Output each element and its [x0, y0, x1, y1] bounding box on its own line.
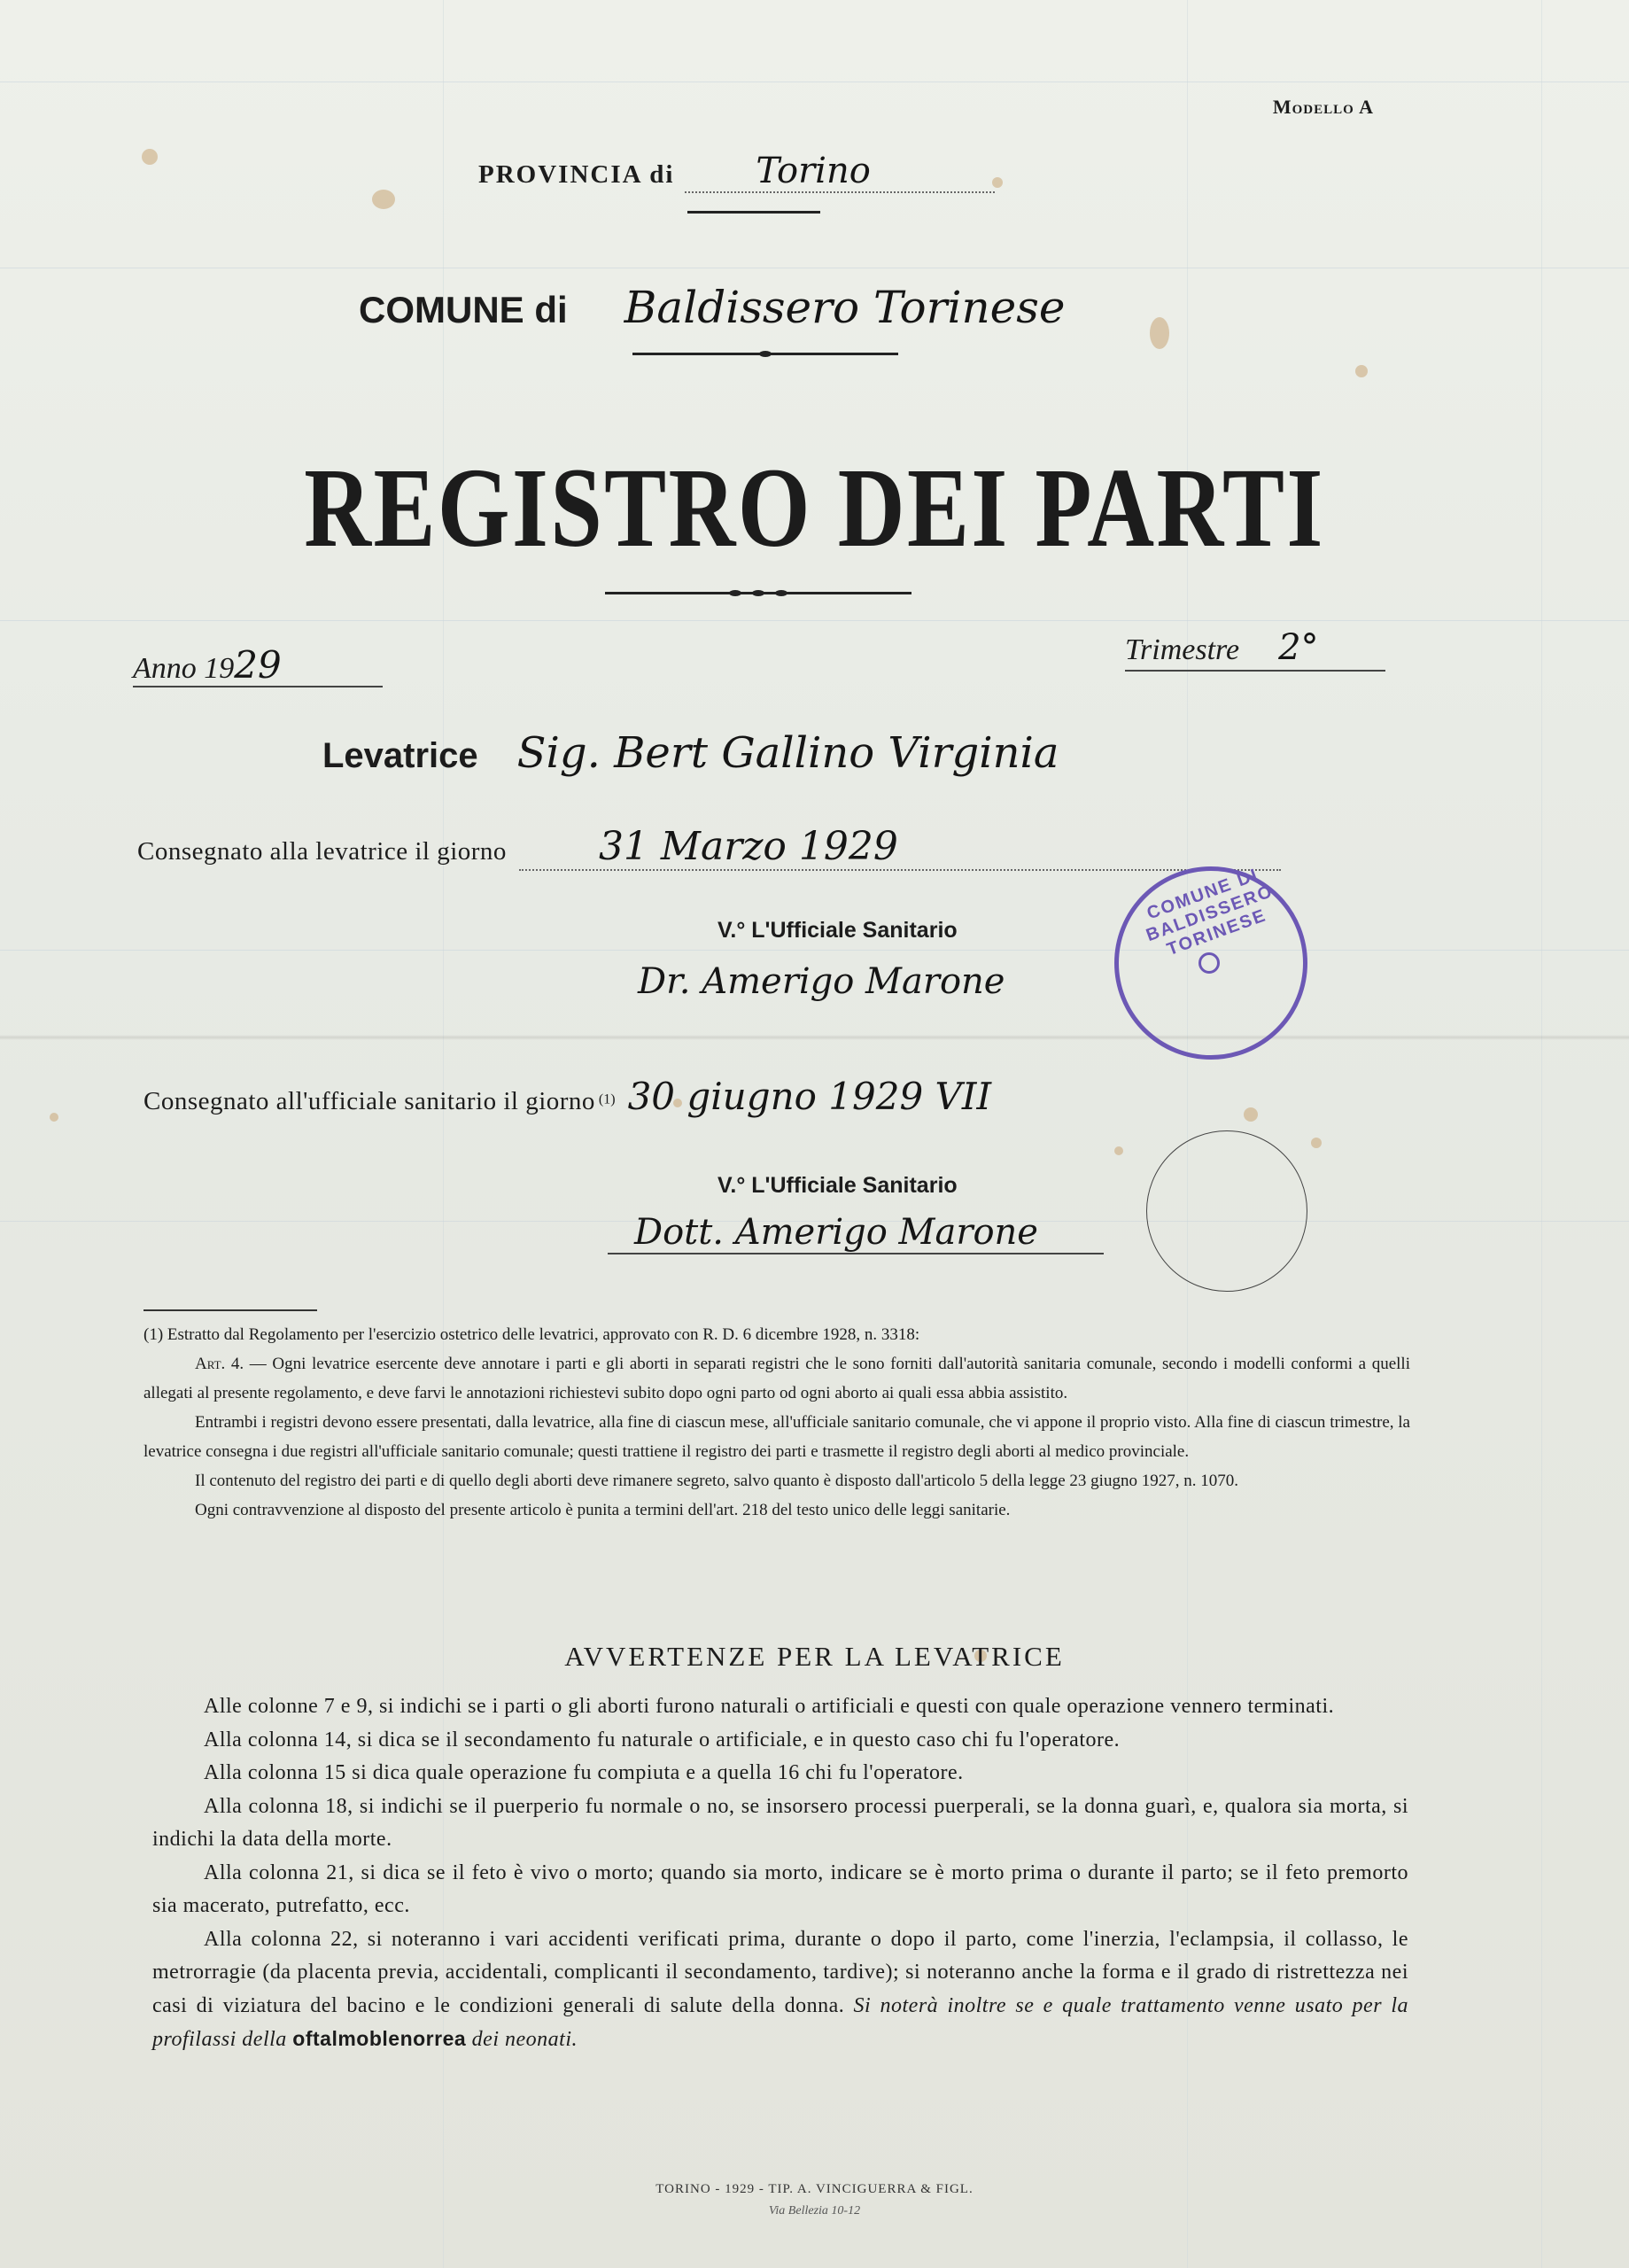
- footnote-rule: [144, 1309, 317, 1311]
- foxing-spot: [1114, 1146, 1123, 1155]
- foxing-spot: [1244, 1107, 1258, 1122]
- avvertenze-p4: Alla colonna 18, si indichi se il puerperio fu normale o no, se insorsero processi puerperali, se la donna guarì, e, qualora sia morta, si indichi la data della morte.: [152, 1794, 1408, 1851]
- grid-line: [1541, 0, 1542, 2268]
- provincia-line: [478, 151, 995, 193]
- avvertenze-p3: Alla colonna 15 si dica quale operazione fu compiuta e a quella 16 chi fu l'operatore.: [204, 1761, 964, 1784]
- consegna-ufficiale-value: 30 giugno 1929 VII: [627, 1075, 992, 1118]
- avvertenze-p6c: oftalmoblenorrea: [292, 2027, 467, 2050]
- consegna-ufficiale-line: [144, 1075, 991, 1118]
- printer-address: Via Bellezia 10-12: [768, 2204, 861, 2218]
- avvertenze-p6: [152, 1923, 1408, 2057]
- signature: Dr. Amerigo Marone: [638, 961, 1005, 1002]
- consegna-levatrice-label: Consegnato alla levatrice il giorno: [137, 837, 507, 866]
- paper-fold: [0, 1035, 1629, 1040]
- footnote-p3: Entrambi i registri devono essere presentati, dalla levatrice, alla fine di ciascun mese, all'ufficiale sanitario comunale, che vi appone il proprio visto. Alla fine di ciascun trimestre, la levatrice consegna i due registri all'ufficiale sanitario comunale; questi trattiene il registro dei parti e trasmette il registro degli aborti al medico provinciale.: [144, 1413, 1410, 1461]
- ornament-divider: [605, 590, 911, 595]
- avvertenze-p2: Alla colonna 14, si dica se il secondamento fu naturale o artificiale, e in questo caso chi fu l'operatore.: [204, 1728, 1121, 1751]
- stamp-text: COMUNE DI BALDISSERO TORINESE: [1144, 865, 1276, 960]
- footnote-p2: [144, 1349, 1410, 1408]
- consegna-levatrice-line: [137, 824, 1281, 871]
- avvertenze-p6b: Si noterà inoltre se e quale trattamento venne usato per la profilassi della: [152, 1993, 1408, 2051]
- avvertenze-p5: Alla colonna 21, si dica se il feto è vivo o morto; quando sia morto, indicare se è morto prima o durante il parto; se il feto premorto sia macerato, putrefatto, ecc.: [152, 1860, 1408, 1917]
- document-title: REGISTRO DEI PARTI: [304, 445, 1325, 571]
- printer-line: TORINO - 1929 - TIP. A. VINCIGUERRA & FIGL.: [655, 2182, 974, 2196]
- footnote-p5: Ogni contravvenzione al disposto del presente articolo è punita a termini dell'art. 218 del testo unico delle leggi sanitarie.: [195, 1501, 1011, 1519]
- stamp-center-mark: [1198, 952, 1220, 974]
- foxing-spot: [1311, 1138, 1322, 1148]
- visto-label: V.° L'Ufficiale Sanitario: [718, 918, 958, 943]
- municipal-stamp: [1114, 866, 1307, 1060]
- ornament-divider: [687, 209, 820, 214]
- levatrice-line: [322, 728, 1059, 778]
- article-lead: Art. 4.: [195, 1355, 244, 1373]
- footnotes: [144, 1320, 1410, 1525]
- levatrice-label: Levatrice: [322, 736, 478, 775]
- consegna-levatrice-value: 31 Marzo 1929: [519, 824, 1281, 871]
- avvertenze-title: AVVERTENZE PER LA LEVATRICE: [564, 1641, 1065, 1672]
- comune-value: Baldissero Torinese: [624, 282, 1066, 333]
- model-label: Modello A: [1272, 96, 1374, 118]
- levatrice-value: Sig. Bert Gallino Virginia: [516, 728, 1059, 778]
- grid-line: [0, 950, 1629, 951]
- foxing-spot: [1355, 365, 1368, 377]
- comune-label: COMUNE di: [359, 289, 568, 330]
- seal-circle-empty: [1146, 1130, 1307, 1292]
- grid-line: [0, 620, 1629, 621]
- avvertenze-body: [152, 1690, 1408, 2057]
- foxing-spot: [1150, 317, 1169, 349]
- comune-line: [359, 282, 1066, 333]
- trimestre-label: Trimestre: [1125, 633, 1240, 666]
- footnote-ref: (1): [598, 1091, 616, 1107]
- footnote-p2-text: — Ogni levatrice esercente deve annotare i parti e gli aborti in separati registri che le sono forniti dall'autorità sanitaria comunale, secondo i modelli conformi a quelli allegati al presente regolamento, e deve farvi le annotazioni richiestevi subito dopo ogni parto od ogni aborto ai quali essa abbia assistito.: [144, 1355, 1410, 1402]
- anno-label: Anno 19: [133, 652, 235, 685]
- footnote-p1: (1) Estratto dal Regolamento per l'esercizio ostetrico delle levatrici, approvato con R. D. 6 dicembre 1928, n. 3318:: [144, 1325, 920, 1344]
- visto-label: V.° L'Ufficiale Sanitario: [718, 1173, 958, 1198]
- avvertenze-p1: Alle colonne 7 e 9, si indichi se i parti o gli aborti furono naturali o artificiali e questi con quale operazione vennero terminati.: [204, 1695, 1335, 1718]
- signature: Dott. Amerigo Marone: [608, 1212, 1104, 1254]
- trimestre-field: [1125, 627, 1385, 672]
- trimestre-value: 2°: [1278, 627, 1319, 668]
- provincia-value: Torino: [685, 151, 995, 193]
- foxing-spot: [142, 149, 158, 165]
- provincia-label: PROVINCIA di: [478, 160, 675, 189]
- anno-field: [133, 643, 383, 687]
- anno-value: 29: [234, 643, 282, 687]
- ornament-divider: [632, 351, 898, 356]
- foxing-spot: [372, 190, 395, 209]
- foxing-spot: [50, 1113, 58, 1122]
- footnote-p4: Il contenuto del registro dei parti e di quello degli aborti deve rimanere segreto, salvo quanto è disposto dall'articolo 5 della legge 23 giugno 1927, n. 1070.: [195, 1472, 1238, 1490]
- avvertenze-p6a: Alla colonna 22, si noteranno i vari accidenti verificati prima, durante o dopo il parto, come l'inerzia, l'eclampsia, il collasso, le metrorragie (da placenta previa, accidentali, complicanti il secondamento, tardive); si noteranno anche la forma e il grado di ristrettezza nei casi di viziatura del bacino e le condizioni generali di salute della donna.: [152, 1927, 1408, 2017]
- consegna-ufficiale-label: Consegnato all'ufficiale sanitario il giorno: [144, 1087, 595, 1115]
- avvertenze-p6d: dei neonati.: [466, 2028, 578, 2051]
